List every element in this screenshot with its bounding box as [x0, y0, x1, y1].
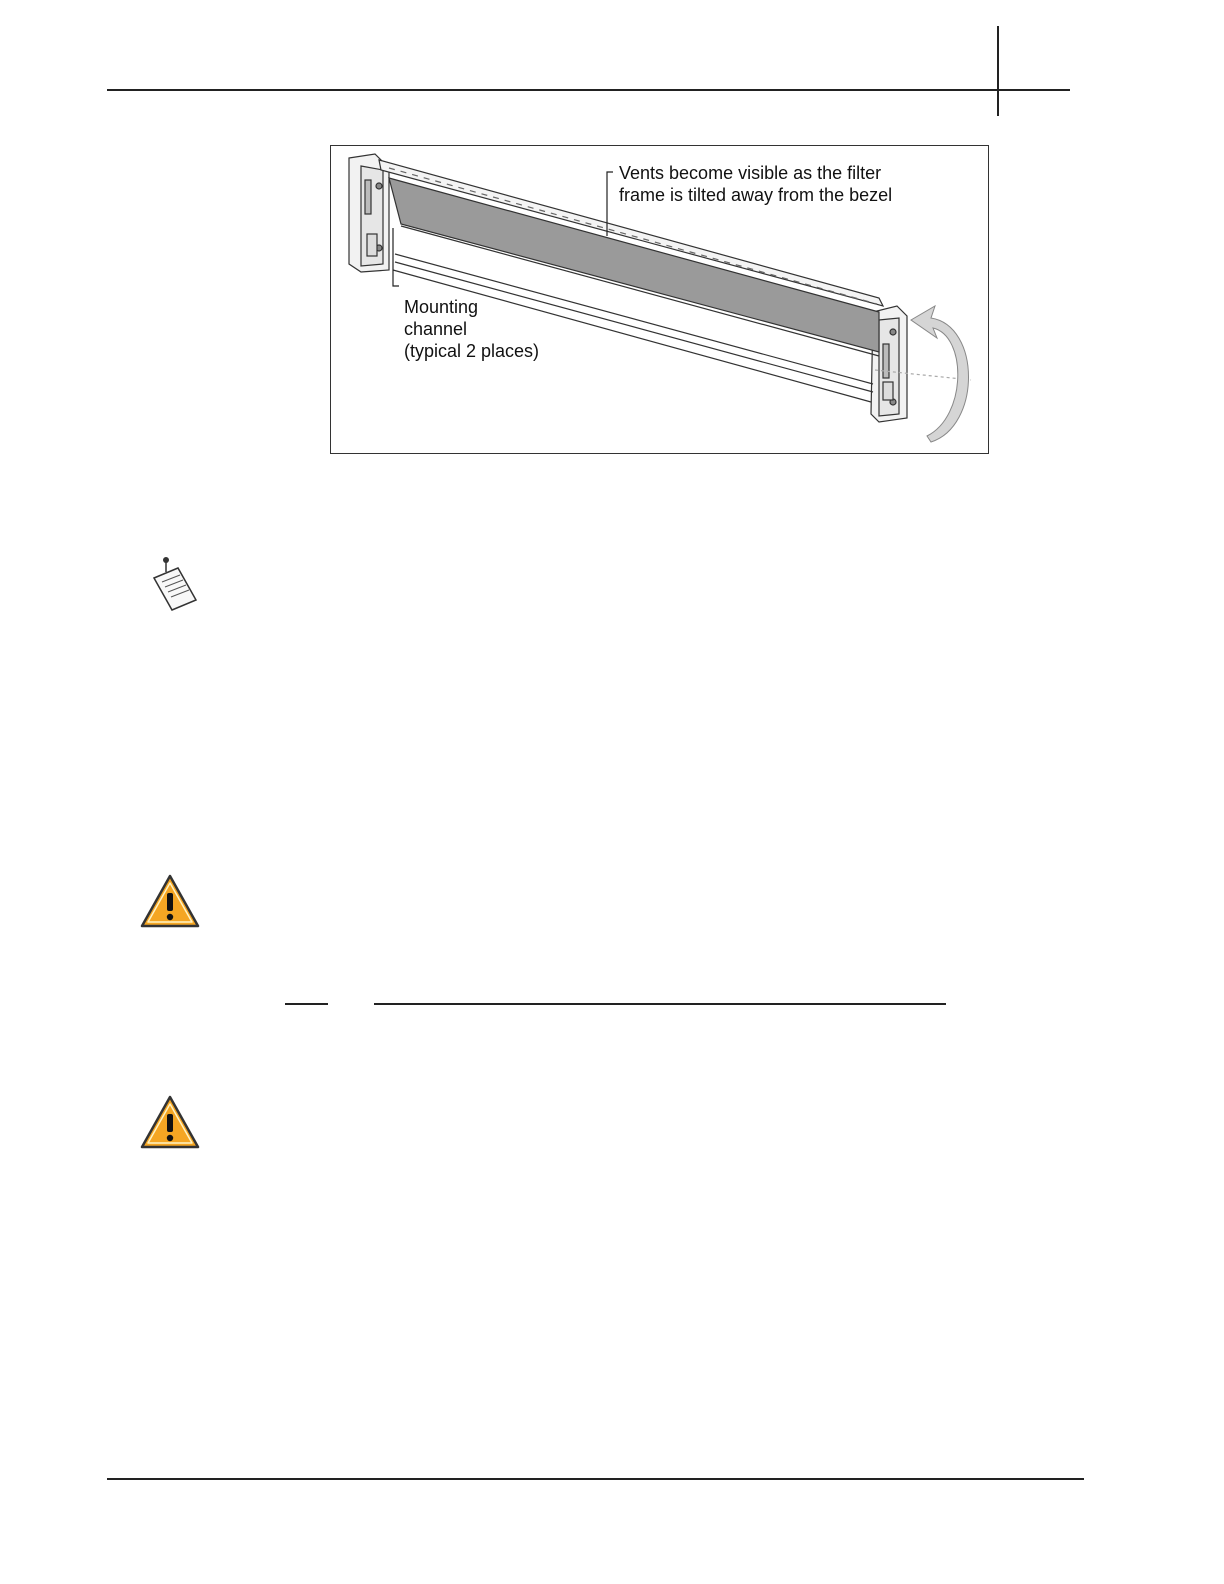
- warning-icon: [139, 873, 201, 929]
- bezel-filter-figure: [330, 145, 989, 454]
- mounting-callout-line-3: (typical 2 places): [404, 341, 540, 361]
- underline-long: [374, 1003, 946, 1005]
- mounting-callout-line-1: Mounting: [404, 297, 479, 317]
- vents-callout-line-2: frame is tilted away from the bezel: [619, 185, 893, 205]
- vents-callout-line-1: Vents become visible as the filter: [619, 163, 882, 183]
- mounting-channel-callout: [404, 296, 539, 362]
- header-tick-mark: [997, 26, 999, 116]
- header-rule: [107, 89, 1070, 91]
- note-icon: [148, 556, 202, 612]
- rotation-arrow-icon: [911, 306, 969, 442]
- left-end-cap: [349, 154, 389, 272]
- warning-icon: [139, 1094, 201, 1150]
- vents-callout: [619, 162, 892, 206]
- underline-short: [285, 1003, 328, 1005]
- footer-rule: [107, 1478, 1084, 1480]
- mounting-callout-line-2: channel: [404, 319, 468, 339]
